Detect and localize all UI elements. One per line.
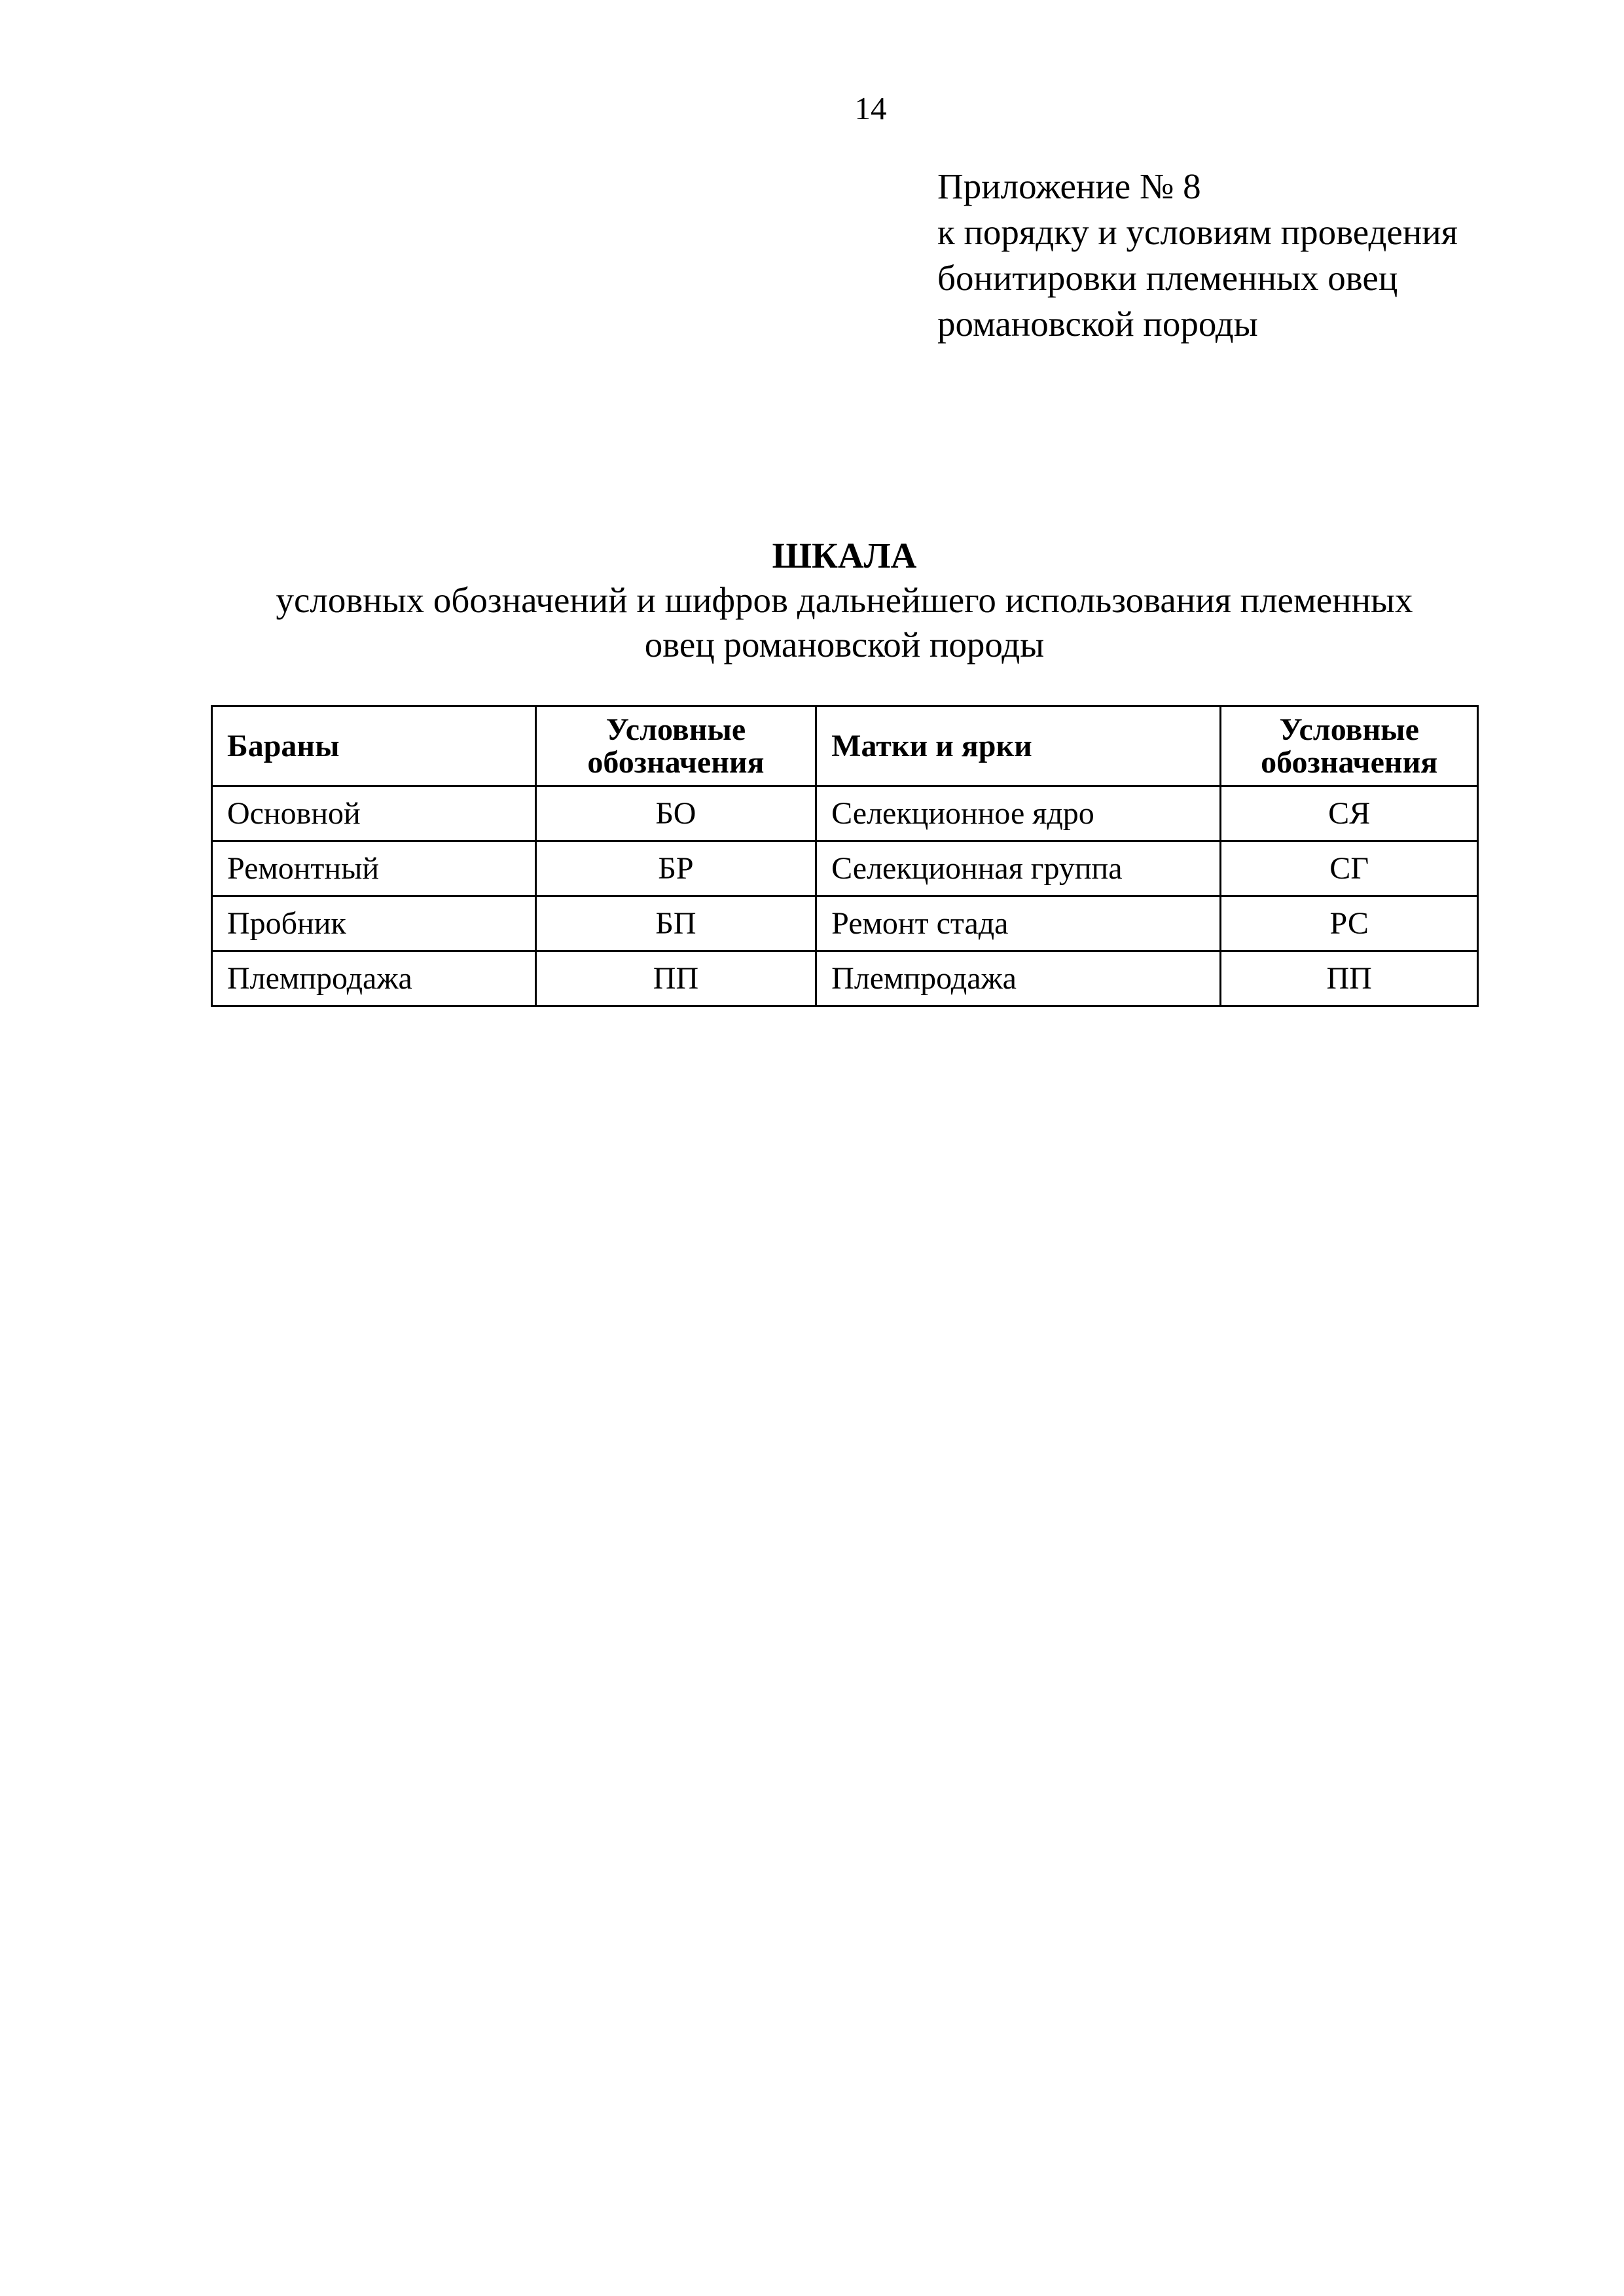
cell-ewe: Селекционная группа bbox=[816, 841, 1221, 896]
page-number: 14 bbox=[854, 90, 887, 126]
cell-ewe: Селекционное ядро bbox=[816, 786, 1221, 841]
cell-ewe: Племпродажа bbox=[816, 951, 1221, 1006]
cell-ram: Племпродажа bbox=[212, 951, 536, 1006]
cell-ram: Пробник bbox=[212, 896, 536, 951]
appendix-line: бонитировки племенных овец bbox=[937, 258, 1398, 298]
header-rams-code: Условные обозначения bbox=[535, 706, 816, 786]
appendix-reference bbox=[937, 164, 1592, 347]
title-main: ШКАЛА bbox=[772, 536, 917, 575]
cell-ewe-code: СГ bbox=[1221, 841, 1478, 896]
appendix-line: романовской породы bbox=[937, 304, 1258, 344]
table-row bbox=[212, 951, 1478, 1006]
cell-ram: Основной bbox=[212, 786, 536, 841]
header-ewes-code: Условные обозначения bbox=[1221, 706, 1478, 786]
header-rams: Бараны bbox=[212, 706, 536, 786]
cell-ram-code: БР bbox=[535, 841, 816, 896]
appendix-line: Приложение № 8 bbox=[937, 166, 1201, 206]
cell-ewe-code: СЯ bbox=[1221, 786, 1478, 841]
cell-ram-code: БП bbox=[535, 896, 816, 951]
table-row bbox=[212, 841, 1478, 896]
header-ewes: Матки и ярки bbox=[816, 706, 1221, 786]
table-row bbox=[212, 896, 1478, 951]
table-header-row bbox=[212, 706, 1478, 786]
cell-ram-code: БО bbox=[535, 786, 816, 841]
title-subtitle-line: овец романовской породы bbox=[644, 625, 1045, 665]
codes-table bbox=[211, 705, 1479, 1007]
cell-ewe: Ремонт стада bbox=[816, 896, 1221, 951]
appendix-line: к порядку и условиям проведения bbox=[937, 212, 1458, 252]
document-title bbox=[196, 534, 1492, 667]
cell-ewe-code: ПП bbox=[1221, 951, 1478, 1006]
cell-ram: Ремонтный bbox=[212, 841, 536, 896]
title-subtitle-line: условных обозначений и шифров дальнейшего использования племенных bbox=[276, 580, 1413, 620]
cell-ewe-code: РС bbox=[1221, 896, 1478, 951]
table-row bbox=[212, 786, 1478, 841]
cell-ram-code: ПП bbox=[535, 951, 816, 1006]
